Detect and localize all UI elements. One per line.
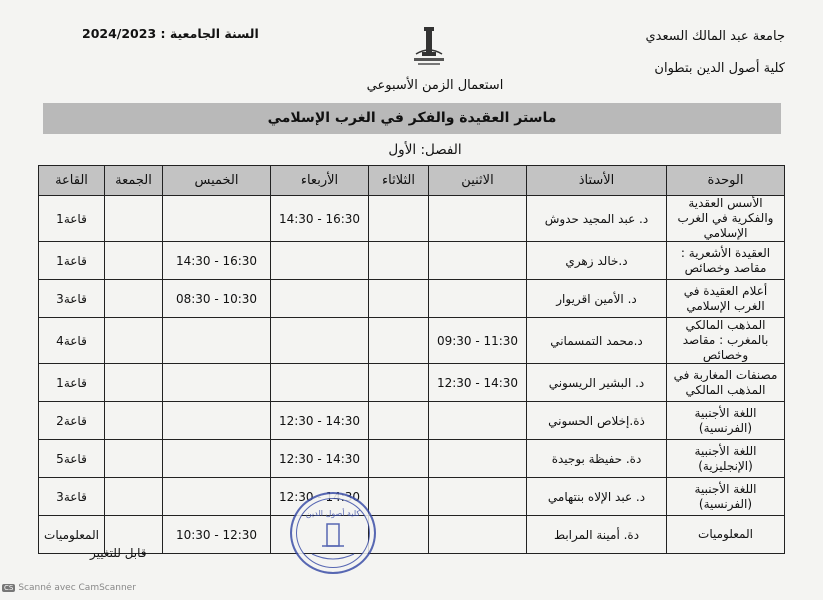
header-thursday: الخميس — [163, 166, 271, 196]
scanner-label: Scanné avec CamScanner — [18, 583, 136, 593]
tuesday-cell — [369, 318, 429, 364]
room-cell: قاعة1 — [39, 196, 105, 242]
professor-cell: د.محمد التمسماني — [527, 318, 667, 364]
table-row — [39, 440, 785, 478]
header-unit: الوحدة — [667, 166, 785, 196]
header-tuesday: الثلاثاء — [369, 166, 429, 196]
wednesday-cell: 12:30 - 14:30 — [271, 478, 369, 516]
tuesday-cell — [369, 196, 429, 242]
monday-cell: 09:30 - 11:30 — [429, 318, 527, 364]
professor-cell: دة. حفيظة بوجيدة — [527, 440, 667, 478]
monday-cell — [429, 478, 527, 516]
professor-cell: د.خالد زهري — [527, 242, 667, 280]
tuesday-cell — [369, 280, 429, 318]
professor-cell: د. البشير الريسوني — [527, 364, 667, 402]
faculty-name: كلية أصول الدين بتطوان — [654, 61, 785, 76]
university-logo-icon — [408, 24, 450, 68]
wednesday-cell — [271, 280, 369, 318]
unit-cell: الأسس العقدية والفكرية في الغرب الإسلامي — [667, 196, 785, 242]
unit-cell: اللغة الأجنبية (الفرنسية) — [667, 478, 785, 516]
unit-cell: المذهب المالكي بالمغرب : مقاصد وخصائص — [667, 318, 785, 364]
unit-cell: العقيدة الأشعرية : مقاصد وخصائص — [667, 242, 785, 280]
header-friday: الجمعة — [105, 166, 163, 196]
thursday-cell: 10:30 - 12:30 — [163, 516, 271, 554]
unit-cell: اللغة الأجنبية (الفرنسية) — [667, 402, 785, 440]
monday-cell — [429, 440, 527, 478]
thursday-cell: 14:30 - 16:30 — [163, 242, 271, 280]
professor-cell: د. عبد الإلاه بنتهامي — [527, 478, 667, 516]
thursday-cell — [163, 196, 271, 242]
friday-cell — [105, 242, 163, 280]
friday-cell — [105, 280, 163, 318]
unit-cell: أعلام العقيدة في الغرب الإسلامي — [667, 280, 785, 318]
monday-cell — [429, 196, 527, 242]
academic-year: السنة الجامعية : 2024/2023 — [82, 26, 259, 41]
table-row — [39, 364, 785, 402]
institution-header — [565, 26, 785, 80]
unit-cell: المعلوميات — [667, 516, 785, 554]
table-row — [39, 280, 785, 318]
thursday-cell — [163, 478, 271, 516]
monday-cell — [429, 402, 527, 440]
table-row — [39, 196, 785, 242]
table-row — [39, 402, 785, 440]
stamp-text: كلية أصول الدين — [305, 509, 361, 518]
tuesday-cell — [369, 402, 429, 440]
professor-cell: د. الأمين اقريوار — [527, 280, 667, 318]
schedule-table — [38, 165, 785, 554]
camscanner-icon: CS — [4, 584, 14, 592]
header-wednesday: الأربعاء — [271, 166, 369, 196]
professor-cell: ذة.إخلاص الحسوني — [527, 402, 667, 440]
semester-label: الفصل: الأول — [388, 142, 462, 158]
tuesday-cell — [369, 478, 429, 516]
wednesday-cell — [271, 318, 369, 364]
university-name: جامعة عبد المالك السعدي — [645, 29, 785, 44]
room-cell: قاعة2 — [39, 402, 105, 440]
wednesday-cell: 12:30 - 14:30 — [271, 440, 369, 478]
friday-cell — [105, 318, 163, 364]
professor-cell: د. عبد المجيد حدوش — [527, 196, 667, 242]
thursday-cell — [163, 318, 271, 364]
table-header-row — [39, 166, 785, 196]
header-room: القاعة — [39, 166, 105, 196]
friday-cell — [105, 478, 163, 516]
room-cell: قاعة5 — [39, 440, 105, 478]
tuesday-cell — [369, 516, 429, 554]
header-monday: الاثنين — [429, 166, 527, 196]
tuesday-cell — [369, 440, 429, 478]
wednesday-cell — [271, 364, 369, 402]
monday-cell — [429, 516, 527, 554]
professor-cell: دة. أمينة المرابط — [527, 516, 667, 554]
friday-cell — [105, 440, 163, 478]
room-cell: قاعة1 — [39, 242, 105, 280]
table-row — [39, 478, 785, 516]
thursday-cell — [163, 402, 271, 440]
thursday-cell: 08:30 - 10:30 — [163, 280, 271, 318]
monday-cell — [429, 280, 527, 318]
unit-cell: اللغة الأجنبية (الإنجليزية) — [667, 440, 785, 478]
room-cell: قاعة4 — [39, 318, 105, 364]
friday-cell — [105, 364, 163, 402]
room-cell: قاعة3 — [39, 280, 105, 318]
thursday-cell — [163, 440, 271, 478]
unit-cell: مصنفات المغاربة في المذهب المالكي — [667, 364, 785, 402]
schedule-subtitle: استعمال الزمن الأسبوعي — [366, 78, 504, 93]
room-cell: قاعة3 — [39, 478, 105, 516]
table-row — [39, 242, 785, 280]
monday-cell: 12:30 - 14:30 — [429, 364, 527, 402]
subject-to-change-note: قابل للتغيير — [90, 546, 147, 560]
monday-cell — [429, 242, 527, 280]
program-banner: ماستر العقيدة والفكر في الغرب الإسلامي — [43, 103, 781, 134]
tuesday-cell — [369, 242, 429, 280]
friday-cell — [105, 196, 163, 242]
scanner-watermark — [2, 583, 136, 593]
tuesday-cell — [369, 364, 429, 402]
wednesday-cell: 14:30 - 16:30 — [271, 196, 369, 242]
wednesday-cell — [271, 242, 369, 280]
friday-cell — [105, 402, 163, 440]
wednesday-cell: 12:30 - 14:30 — [271, 402, 369, 440]
room-cell: المعلوميات — [39, 516, 105, 554]
table-row — [39, 318, 785, 364]
header-professor: الأستاذ — [527, 166, 667, 196]
room-cell: قاعة1 — [39, 364, 105, 402]
table-row — [39, 516, 785, 554]
thursday-cell — [163, 364, 271, 402]
official-stamp-icon — [290, 492, 376, 574]
